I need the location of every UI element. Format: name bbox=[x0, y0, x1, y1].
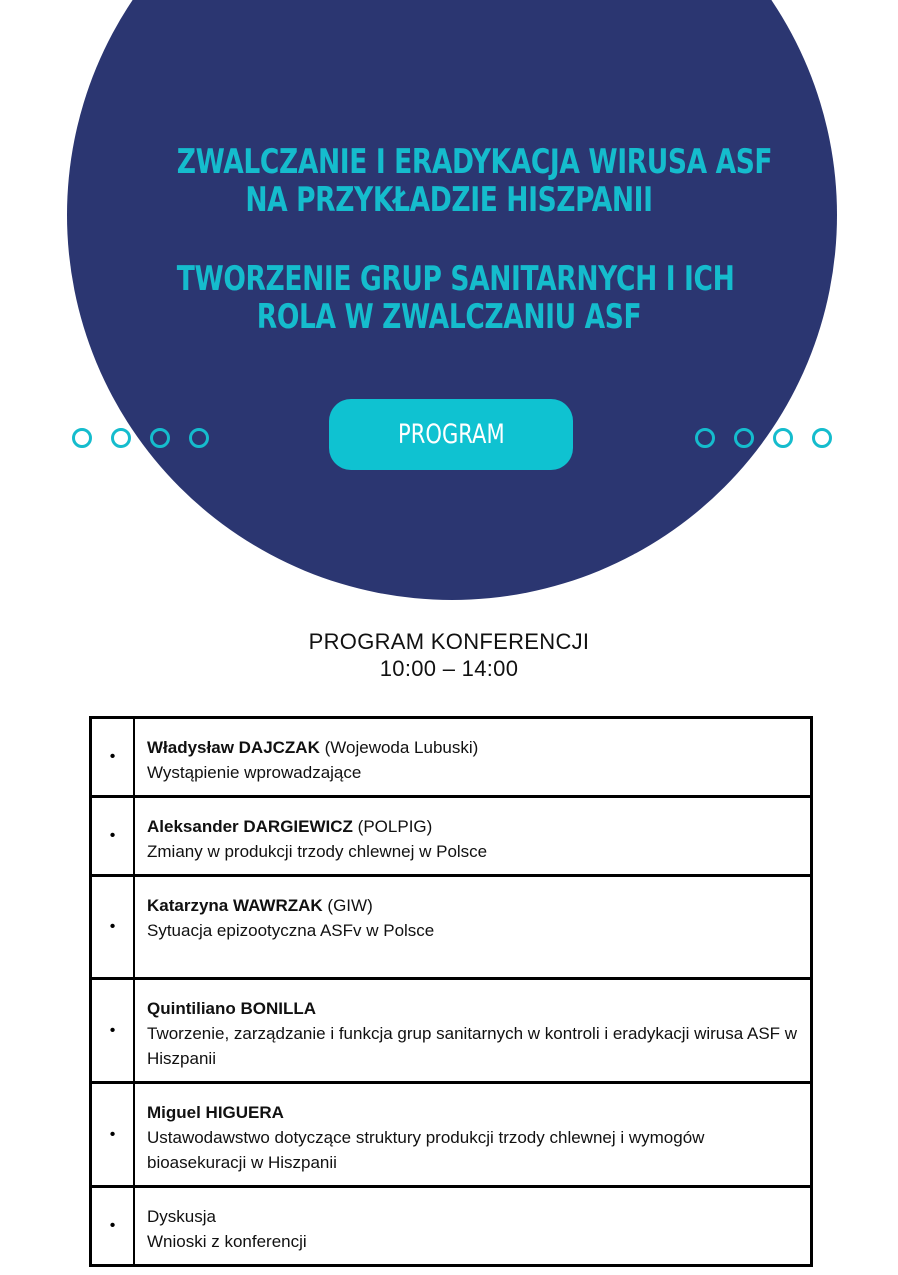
agenda-content bbox=[134, 876, 812, 979]
agenda-content bbox=[134, 718, 812, 797]
speaker-name: Władysław DAJCZAK bbox=[147, 738, 320, 757]
agenda-bullet: • bbox=[91, 1083, 135, 1187]
talk-topic: Sytuacja epizootyczna ASFv w Polsce bbox=[147, 921, 435, 940]
hero-title-2 bbox=[176, 259, 735, 337]
agenda-content bbox=[134, 1187, 812, 1266]
hero-title-2-line-1: TWORZENIE GRUP SANITARNYCH I ICH bbox=[176, 259, 735, 299]
ring-icon bbox=[695, 428, 715, 448]
talk-topic: Wystąpienie wprowadzające bbox=[147, 763, 362, 782]
speaker-affiliation: (Wojewoda Lubuski) bbox=[324, 738, 479, 757]
decorative-dots-right bbox=[695, 428, 832, 448]
conference-heading: PROGRAM KONFERENCJI bbox=[308, 629, 590, 654]
agenda-row bbox=[91, 797, 812, 876]
hero-title-1-line-1: ZWALCZANIE I ERADYKACJA WIRUSA ASF bbox=[176, 142, 773, 182]
agenda-content bbox=[134, 797, 812, 876]
talk-topic: Wnioski z konferencji bbox=[147, 1232, 307, 1251]
program-button-label: PROGRAM bbox=[397, 419, 505, 450]
ring-icon bbox=[189, 428, 209, 448]
agenda-bullet: • bbox=[91, 876, 135, 979]
agenda-row bbox=[91, 1187, 812, 1266]
hero-title-1 bbox=[176, 142, 773, 220]
ring-icon bbox=[812, 428, 832, 448]
agenda-bullet: • bbox=[91, 718, 135, 797]
agenda-content bbox=[134, 1083, 812, 1187]
hero-title-1-line-2: NA PRZYKŁADZIE HISZPANII bbox=[245, 180, 653, 220]
agenda-row bbox=[91, 979, 812, 1083]
speaker-name: Miguel HIGUERA bbox=[147, 1103, 284, 1122]
speaker-affiliation: (GIW) bbox=[327, 896, 373, 915]
decorative-dots-left bbox=[72, 428, 209, 448]
agenda-table bbox=[89, 716, 813, 1267]
agenda-bullet: • bbox=[91, 1187, 135, 1266]
speaker-name: Quintiliano BONILLA bbox=[147, 999, 317, 1018]
speaker-name: Katarzyna WAWRZAK bbox=[147, 896, 323, 915]
ring-icon bbox=[111, 428, 131, 448]
ring-icon bbox=[734, 428, 754, 448]
ring-icon bbox=[150, 428, 170, 448]
agenda-content bbox=[134, 979, 812, 1083]
discussion-label: Dyskusja bbox=[147, 1207, 216, 1226]
speaker-affiliation: (POLPIG) bbox=[357, 817, 433, 836]
agenda-row bbox=[91, 718, 812, 797]
ring-icon bbox=[773, 428, 793, 448]
program-button[interactable] bbox=[329, 399, 573, 470]
talk-topic: Zmiany w produkcji trzody chlewnej w Polsce bbox=[147, 842, 488, 861]
hero-title-2-line-2: ROLA W ZWALCZANIU ASF bbox=[256, 297, 642, 337]
ring-icon bbox=[72, 428, 92, 448]
agenda-bullet: • bbox=[91, 797, 135, 876]
agenda-row bbox=[91, 1083, 812, 1187]
talk-topic: Tworzenie, zarządzanie i funkcja grup sanitarnych w kontroli i eradykacji wirusa ASF w Hiszpanii bbox=[147, 1024, 798, 1068]
talk-topic: Ustawodawstwo dotyczące struktury produkcji trzody chlewnej i wymogów bioasekuracji w Hiszpanii bbox=[147, 1128, 705, 1172]
agenda-bullet: • bbox=[91, 979, 135, 1083]
agenda-row bbox=[91, 876, 812, 979]
speaker-name: Aleksander DARGIEWICZ bbox=[147, 817, 353, 836]
conference-time: 10:00 – 14:00 bbox=[379, 656, 519, 681]
